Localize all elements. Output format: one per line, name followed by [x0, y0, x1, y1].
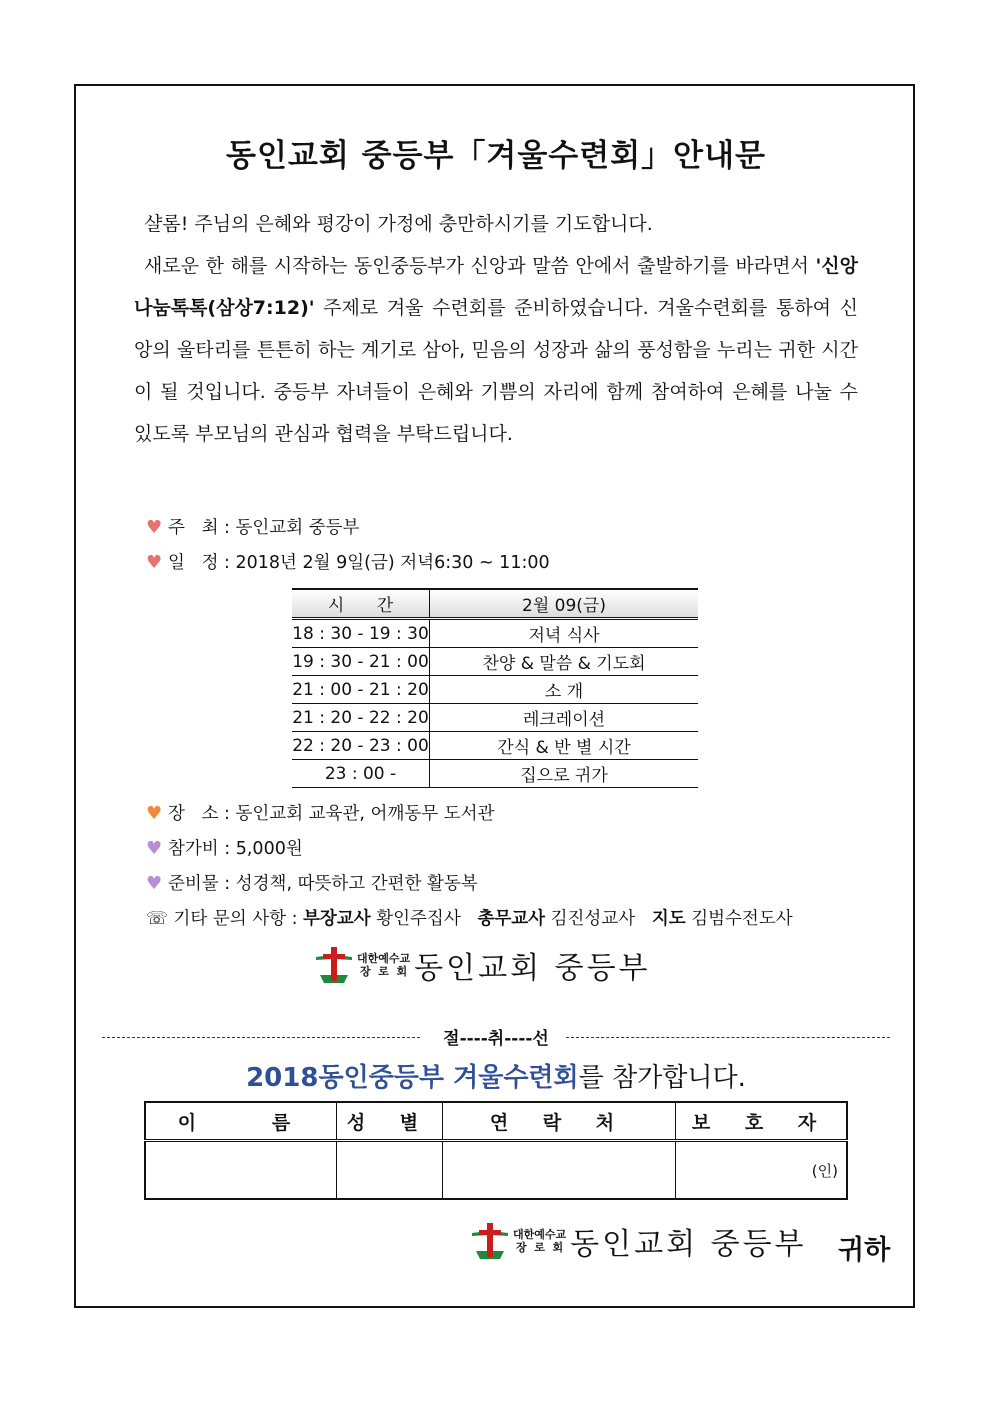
schedule-event: 저녁 식사 [430, 619, 699, 648]
headline-rest: 를 참가합니다. [578, 1063, 746, 1093]
heart-icon: ♥ [146, 803, 163, 824]
denomination-label [357, 952, 410, 978]
info-supplies-text: 준비물 : 성경책, 따뜻하고 간편한 활동복 [168, 874, 478, 894]
denomination-bottom: 장 로 회 [515, 1241, 564, 1254]
table-row [292, 676, 698, 704]
intro-part2: 주제로 겨울 수련회를 준비하였습니다. 겨울수련회를 통하여 신앙의 울타리를 튼튼히 하는 계기로 삼아, 믿음의 성장과 삶의 풍성함을 누리는 귀한 시간이 될 것입니다. 중등부 자녀들이 은혜와 기쁨의 자리에 함께 참여하여 은혜를 나눌 수 있도록 부모님의 관심과 협력을 부탁드립니다. [134, 297, 858, 445]
schedule-header-row [292, 589, 698, 619]
schedule-time: 21 : 20 - 22 : 20 [292, 704, 430, 732]
schedule-event: 간식 & 반 별 시간 [430, 732, 699, 760]
contact-role: 총무교사 [477, 909, 546, 929]
headline-highlight: 2018동인중등부 겨울수련회 [246, 1063, 579, 1093]
heart-icon: ♥ [146, 517, 163, 538]
table-row [292, 619, 698, 648]
schedule-time: 21 : 00 - 21 : 20 [292, 676, 430, 704]
table-row [292, 648, 698, 676]
info-place-text: 장 소 : 동인교회 교육관, 어깨동무 도서관 [168, 804, 495, 824]
greeting-text: 샬롬! 주님의 은혜와 평강이 가정에 충만하시기를 기도합니다. [144, 213, 653, 235]
contact-cell[interactable] [443, 1141, 676, 1200]
header-guardian: 보 호 자 [676, 1102, 848, 1141]
contact-name: 김범수전도사 [685, 909, 793, 929]
denomination-top: 대한예수교 [357, 952, 411, 965]
church-logo [470, 1219, 807, 1263]
denomination-top: 대한예수교 [513, 1228, 567, 1241]
schedule-header-day: 2월 09(금) [430, 589, 699, 619]
church-name: 동인교회 중등부 [570, 1227, 807, 1262]
info-host-text: 주 최 : 동인교회 중등부 [168, 518, 360, 538]
schedule-table [292, 588, 698, 788]
contact-name: 김진성교사 [545, 909, 652, 929]
header-name: 이 름 [145, 1102, 337, 1141]
heart-icon: ♥ [146, 838, 163, 859]
seal-label: (인) [811, 1161, 838, 1180]
table-row [292, 760, 698, 788]
addressee-suffix: 귀하 [838, 1235, 891, 1266]
info-schedule [146, 549, 550, 574]
heart-icon: ♥ [146, 873, 163, 894]
name-cell[interactable] [145, 1141, 337, 1200]
table-row [292, 704, 698, 732]
registration-headline [0, 1057, 992, 1094]
heart-icon: ♥ [146, 552, 163, 573]
info-contact [146, 905, 793, 930]
info-supplies [146, 870, 478, 895]
schedule-time: 18 : 30 - 19 : 30 [292, 619, 430, 648]
theme-text: '신앙나눔톡톡(삼상7:12)' [134, 255, 858, 319]
contact-role: 부장교사 [303, 909, 371, 929]
denomination-label [513, 1228, 566, 1254]
header-gender: 성 별 [337, 1102, 443, 1141]
intro-paragraph [134, 245, 858, 455]
schedule-event: 레크레이션 [430, 704, 699, 732]
cross-logo-icon [314, 945, 354, 985]
contact-name: 황인주집사 [370, 909, 478, 929]
info-schedule-text: 일 정 : 2018년 2월 9일(금) 저녁6:30 ~ 11:00 [168, 553, 550, 573]
page-title: 동인교회 중등부「겨울수련회」안내문 [226, 138, 766, 174]
table-row [145, 1141, 847, 1200]
church-name: 동인교회 중등부 [414, 951, 651, 986]
table-row [292, 732, 698, 760]
schedule-time: 23 : 00 - [292, 760, 430, 788]
schedule-event: 집으로 귀가 [430, 760, 699, 788]
registration-header-row [145, 1102, 847, 1141]
cut-line [102, 1026, 890, 1048]
denomination-bottom: 장 로 회 [359, 965, 408, 978]
gender-cell[interactable] [337, 1141, 443, 1200]
schedule-time: 19 : 30 - 21 : 00 [292, 648, 430, 676]
info-fee-text: 참가비 : 5,000원 [168, 839, 303, 859]
cross-logo-icon [470, 1221, 510, 1261]
info-place [146, 800, 494, 825]
info-host [146, 514, 359, 539]
schedule-header-time: 시 간 [292, 589, 430, 619]
schedule-time: 22 : 20 - 23 : 00 [292, 732, 430, 760]
registration-table [144, 1101, 848, 1200]
schedule-event: 찬양 & 말씀 & 기도회 [430, 648, 699, 676]
schedule-event: 소 개 [430, 676, 699, 704]
body-text [134, 203, 858, 455]
church-logo [314, 943, 651, 987]
cut-label: 절----취----선 [443, 1029, 549, 1049]
header-contact: 연 락 처 [443, 1102, 676, 1141]
guardian-cell[interactable] [676, 1141, 848, 1200]
intro-part1: 새로운 한 해를 시작하는 동인중등부가 신앙과 말씀 안에서 출발하기를 바라면서 [144, 255, 816, 277]
contact-prefix: ☏ 기타 문의 사항 : [146, 909, 304, 929]
info-fee [146, 835, 303, 860]
contact-role: 지도 [651, 909, 686, 929]
